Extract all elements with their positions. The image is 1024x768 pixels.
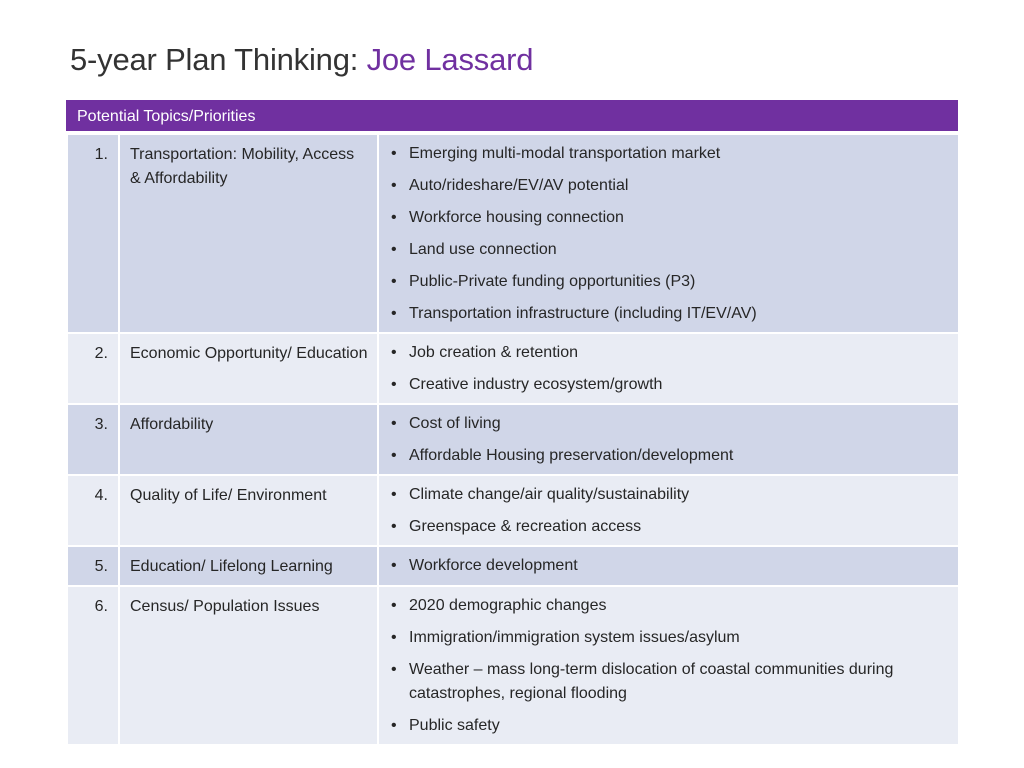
bullet-item <box>387 270 948 294</box>
bullet-dot-icon: • <box>391 177 397 194</box>
row-items <box>378 546 959 586</box>
bullet-item <box>387 658 948 706</box>
bullet-item <box>387 626 948 650</box>
row-number: 5. <box>67 546 119 586</box>
bullet-list <box>387 554 948 578</box>
bullet-text: Workforce development <box>409 557 578 574</box>
row-number: 3. <box>67 404 119 475</box>
table-row <box>67 546 959 586</box>
row-topic: Education/ Lifelong Learning <box>119 546 378 586</box>
bullet-item <box>387 714 948 738</box>
row-number: 4. <box>67 475 119 546</box>
row-number: 2. <box>67 333 119 404</box>
bullet-item <box>387 444 948 468</box>
bullet-dot-icon: • <box>391 486 397 503</box>
bullet-dot-icon: • <box>391 305 397 322</box>
row-items <box>378 404 959 475</box>
bullet-list <box>387 412 948 468</box>
bullet-text: Transportation infrastructure (including IT/EV/AV) <box>409 305 757 322</box>
row-items <box>378 333 959 404</box>
row-number: 6. <box>67 586 119 745</box>
bullet-dot-icon: • <box>391 557 397 574</box>
bullet-text: Climate change/air quality/sustainability <box>409 486 690 503</box>
bullet-dot-icon: • <box>391 717 397 734</box>
bullet-dot-icon: • <box>391 241 397 258</box>
bullet-text: Immigration/immigration system issues/asylum <box>409 629 740 646</box>
bullet-item <box>387 238 948 262</box>
bullet-list <box>387 142 948 326</box>
topics-table <box>66 100 958 746</box>
table-row <box>67 475 959 546</box>
table-header: Potential Topics/Priorities <box>66 100 958 133</box>
bullet-dot-icon: • <box>391 376 397 393</box>
bullet-list <box>387 341 948 397</box>
bullet-item <box>387 373 948 397</box>
bullet-text: Auto/rideshare/EV/AV potential <box>409 177 629 194</box>
bullet-dot-icon: • <box>391 209 397 226</box>
row-items <box>378 475 959 546</box>
title-name: Joe Lassard <box>366 42 534 77</box>
row-items <box>378 586 959 745</box>
bullet-dot-icon: • <box>391 629 397 646</box>
bullet-text: 2020 demographic changes <box>409 597 607 614</box>
bullet-text: Affordable Housing preservation/development <box>409 447 734 464</box>
bullet-text: Job creation & retention <box>409 344 578 361</box>
table-row <box>67 134 959 333</box>
row-topic: Economic Opportunity/ Education <box>119 333 378 404</box>
bullet-item <box>387 341 948 365</box>
bullet-text: Weather – mass long-term dislocation of coastal communities during catastrophes, regional flooding <box>409 661 894 702</box>
row-topic: Census/ Population Issues <box>119 586 378 745</box>
bullet-item <box>387 594 948 618</box>
row-topic: Transportation: Mobility, Access & Affordability <box>119 134 378 333</box>
bullet-text: Public-Private funding opportunities (P3) <box>409 273 696 290</box>
title-prefix: 5-year Plan Thinking: <box>70 42 367 77</box>
page-title <box>70 42 533 78</box>
bullet-item <box>387 302 948 326</box>
row-topic: Quality of Life/ Environment <box>119 475 378 546</box>
bullet-text: Creative industry ecosystem/growth <box>409 376 663 393</box>
bullet-item <box>387 515 948 539</box>
bullet-dot-icon: • <box>391 273 397 290</box>
bullet-text: Emerging multi-modal transportation market <box>409 145 721 162</box>
row-topic: Affordability <box>119 404 378 475</box>
table-row <box>67 333 959 404</box>
bullet-dot-icon: • <box>391 344 397 361</box>
bullet-dot-icon: • <box>391 415 397 432</box>
bullet-dot-icon: • <box>391 447 397 464</box>
bullet-dot-icon: • <box>391 597 397 614</box>
bullet-dot-icon: • <box>391 145 397 162</box>
bullet-text: Greenspace & recreation access <box>409 518 642 535</box>
bullet-text: Cost of living <box>409 415 501 432</box>
bullet-item <box>387 483 948 507</box>
bullet-item <box>387 206 948 230</box>
row-number: 1. <box>67 134 119 333</box>
bullet-text: Land use connection <box>409 241 557 258</box>
table-row <box>67 404 959 475</box>
bullet-dot-icon: • <box>391 518 397 535</box>
bullet-item <box>387 174 948 198</box>
bullet-item <box>387 412 948 436</box>
bullet-text: Public safety <box>409 717 500 734</box>
topics-table-body <box>66 133 960 746</box>
table-row <box>67 586 959 745</box>
bullet-item <box>387 554 948 578</box>
bullet-dot-icon: • <box>391 661 397 678</box>
bullet-list <box>387 594 948 738</box>
bullet-list <box>387 483 948 539</box>
bullet-text: Workforce housing connection <box>409 209 624 226</box>
bullet-item <box>387 142 948 166</box>
row-items <box>378 134 959 333</box>
